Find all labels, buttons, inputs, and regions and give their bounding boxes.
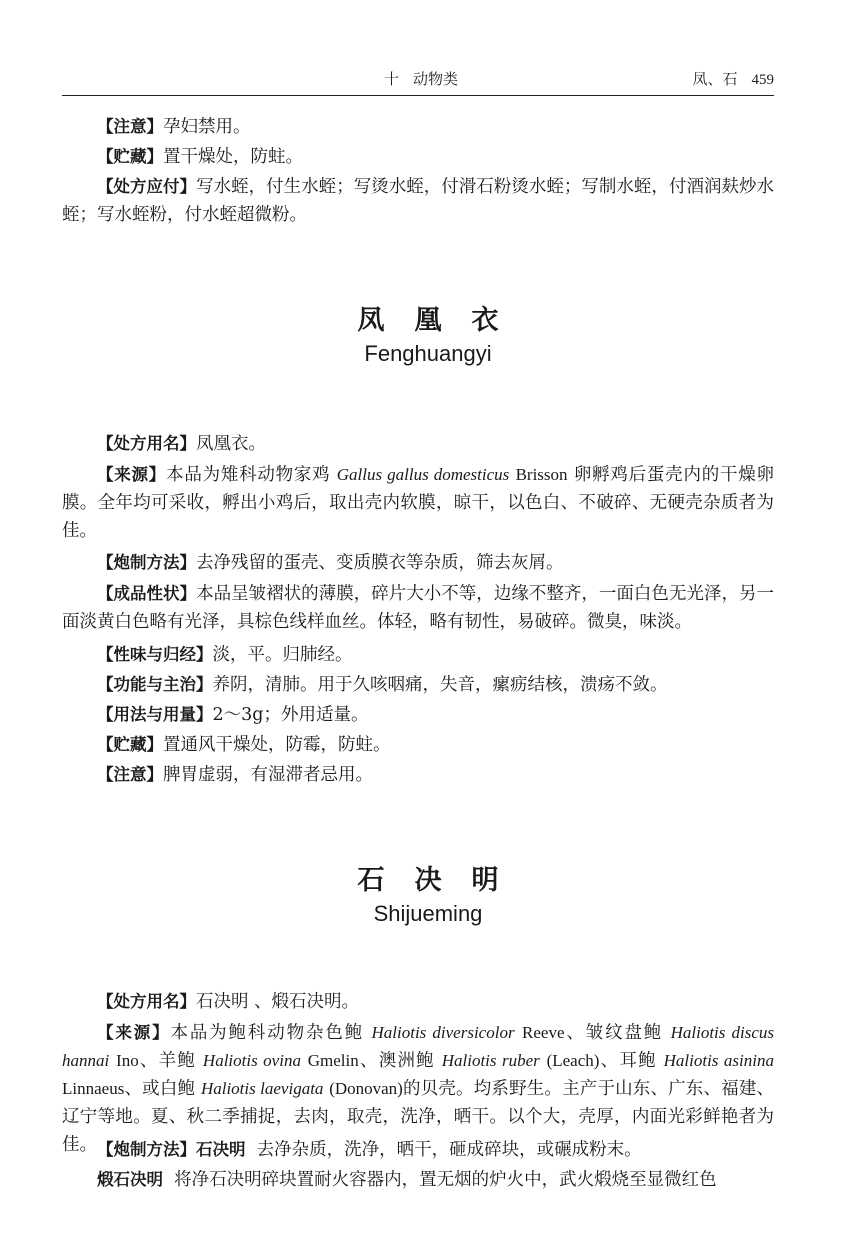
entry2-source-author: Reeve <box>522 1023 565 1042</box>
running-head-text: 凤、石 <box>692 70 738 88</box>
entry1-function-tag: 【功能与主治】 <box>97 675 213 694</box>
entry2-source-latin: Haliotis ruber <box>441 1051 540 1070</box>
prev-prescription-text: 写水蛭，付生水蛭；写烫水蛭，付滑石粉烫水蛭；写制水蛭，付酒润麸炒水蛭；写水蛭粉，付水蛭超微粉。 <box>62 177 775 225</box>
entry1-source <box>62 461 774 545</box>
entry2-processing-sub1: 石决明 <box>196 1140 246 1159</box>
entry1-properties <box>62 580 774 636</box>
running-head <box>692 68 774 89</box>
entry2-source-text: 、耳鲍 <box>599 1051 657 1071</box>
entry2-processing-calcined <box>62 1166 774 1194</box>
entry2-source-author: (Leach) <box>546 1051 600 1070</box>
entry2-processing-text2: 将净石决明碎块置耐火容器内，置无烟的炉火中，武火煅烧至显微红色 <box>174 1170 717 1190</box>
entry1-prescription-name <box>62 430 774 458</box>
entry1-dosage-text: 2～3g；外用适量。 <box>212 705 369 725</box>
entry2-source-latin: Haliotis ovina <box>202 1051 301 1070</box>
entry1-caution-tag: 【注意】 <box>97 765 163 784</box>
entry1-properties-text: 本品呈皱褶状的薄膜，碎片大小不等，边缘不整齐，一面白色无光泽，另一面淡黄白色略有光泽，具棕色线样血丝。体轻，略有韧性，易破碎。微臭，味淡。 <box>62 584 775 632</box>
entry1-processing-text: 去净残留的蛋壳、变质膜衣等杂质，筛去灰屑。 <box>196 553 564 573</box>
entry1-prescription-name-text: 凤凰衣。 <box>196 434 266 454</box>
entry1-dosage <box>62 701 774 729</box>
entry2-source-latin: Haliotis laevigata <box>200 1079 324 1098</box>
entry2-prescription-name <box>62 988 774 1016</box>
entry1-source-latin: Gallus gallus domesticus <box>336 465 510 484</box>
prev-caution-tag: 【注意】 <box>97 117 163 136</box>
entry1-properties-tag: 【成品性状】 <box>97 584 197 603</box>
header-rule <box>62 95 774 96</box>
entry1-storage <box>62 731 774 759</box>
entry2-source-text: 、羊鲍 <box>138 1051 197 1071</box>
entry2-source-text: 、皱纹盘鲍 <box>564 1023 664 1043</box>
entry1-source-tag: 【来源】 <box>97 465 167 484</box>
entry1-pinyin: Fenghuangyi <box>364 341 492 366</box>
entry1-storage-text: 置通风干燥处，防霉，防蛀。 <box>163 735 391 755</box>
entry1-dosage-tag: 【用法与用量】 <box>97 705 213 724</box>
prev-prescription <box>62 173 774 229</box>
entry1-source-author: Brisson <box>515 465 568 484</box>
page-number: 459 <box>751 72 774 88</box>
entry2-title: 石决明 <box>357 865 529 896</box>
prev-caution <box>62 113 774 141</box>
entry1-caution-text: 脾胃虚弱，有湿滞者忌用。 <box>163 765 373 785</box>
entry2-processing-text1: 去净杂质，洗净，晒干，砸成碎块，或碾成粉末。 <box>256 1140 642 1160</box>
entry2-source-author: Gmelin <box>307 1051 359 1070</box>
entry1-processing-tag: 【炮制方法】 <box>97 553 196 572</box>
entry2-source-latin: Haliotis asinina <box>663 1051 774 1070</box>
entry2-processing <box>62 1136 774 1164</box>
entry2-processing-tag: 【炮制方法】 <box>97 1140 196 1159</box>
prev-prescription-tag: 【处方应付】 <box>97 177 197 196</box>
entry2-source-text: 的贝壳。均系野生。主产于山东、广东、福建、辽宁等地。夏、秋二季捕捉，去肉，取壳，洗净，晒干。以个大，壳厚，内面光彩鲜艳者为佳。 <box>62 1079 775 1155</box>
entry2-source-text: 、澳洲鲍 <box>358 1051 435 1071</box>
entry2-source-author: Linnaeus <box>62 1079 125 1098</box>
entry1-title: 凤凰衣 <box>357 305 529 336</box>
entry2-source-tag: 【来源】 <box>97 1023 171 1042</box>
entry2-prescription-name-tag: 【处方用名】 <box>97 992 196 1011</box>
prev-storage-text: 置干燥处，防蛀。 <box>163 147 303 167</box>
entry1-source-text-after: 卵孵鸡后蛋壳内的干燥卵膜。全年均可采收，孵出小鸡后，取出壳内软膜，晾干，以色白、不破碎、无硬壳杂质者为佳。 <box>62 465 774 541</box>
entry2-source-text: 本品为鲍科动物杂色鲍 <box>170 1023 365 1043</box>
entry2-source-latin: Haliotis diversicolor <box>371 1023 515 1042</box>
section-title: 动物类 <box>413 70 459 88</box>
section-heading <box>384 68 458 89</box>
entry1-source-text: 本品为雉科动物家鸡 <box>166 465 331 485</box>
entry2-prescription-name-text: 石决明 、煅石决明。 <box>196 992 360 1012</box>
entry1-nature-tag: 【性味与归经】 <box>97 645 213 664</box>
entry1-caution <box>62 761 774 789</box>
entry2-source-author: Ino <box>116 1051 139 1070</box>
entry2-processing-sub2: 煅石决明 <box>97 1170 163 1189</box>
section-number: 十 <box>384 70 400 88</box>
entry2-pinyin: Shijueming <box>373 901 483 926</box>
prev-caution-text: 孕妇禁用。 <box>163 117 251 137</box>
entry1-function-text: 养阴，清肺。用于久咳咽痛，失音，瘰疬结核，溃疡不敛。 <box>212 675 668 695</box>
entry2-source-text: 、或白鲍 <box>124 1079 196 1099</box>
entry1-function <box>62 671 774 699</box>
entry2-source-author: (Donovan) <box>329 1079 403 1098</box>
entry1-nature-text: 淡，平。归肺经。 <box>212 645 353 665</box>
prev-storage-tag: 【贮藏】 <box>97 147 163 166</box>
entry1-prescription-name-tag: 【处方用名】 <box>97 434 196 453</box>
entry1-nature <box>62 641 774 669</box>
entry1-storage-tag: 【贮藏】 <box>97 735 163 754</box>
entry2-source-latin: Haliotis discus hannai <box>62 1023 775 1070</box>
entry1-processing <box>62 549 774 577</box>
prev-storage <box>62 143 774 171</box>
running-header <box>62 68 774 90</box>
